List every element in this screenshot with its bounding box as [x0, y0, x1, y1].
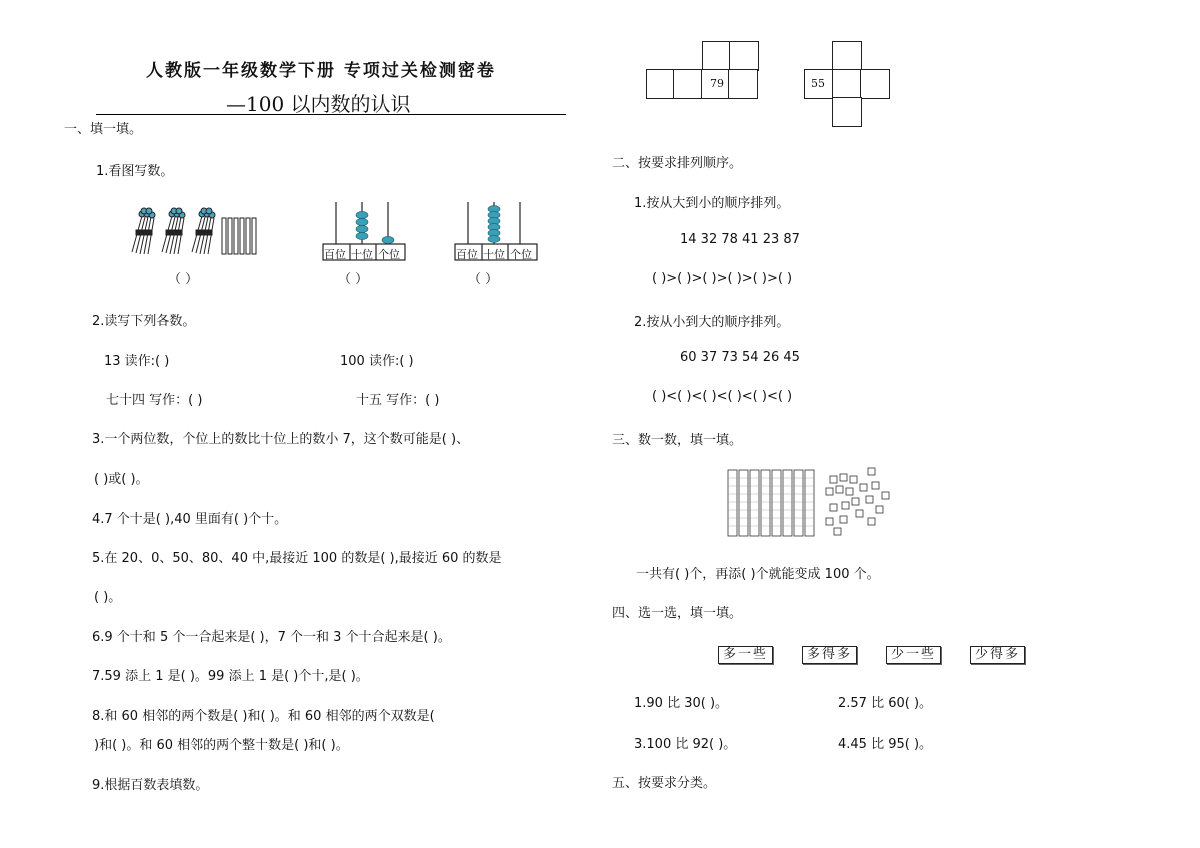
q9-label: 9.根据百数表填数。 — [92, 778, 209, 793]
s4-q3: 3.100 比 92( )。 — [634, 737, 737, 752]
abacus2-label-hundreds: 百位 — [456, 248, 478, 261]
grid-number-79: 79 — [710, 77, 724, 90]
counting-blocks-illustration — [726, 466, 906, 538]
abacus1-label-hundreds: 百位 — [324, 248, 346, 261]
s2-q1-numbers: 14 32 78 41 23 87 — [680, 232, 800, 247]
abacus1-label-ones: 个位 — [378, 248, 400, 261]
q1-blank-abacus2[interactable]: （ ） — [468, 272, 499, 287]
s2-q1-blanks[interactable]: ( )>( )>( )>( )>( )>( ) — [652, 271, 793, 286]
q6-text: 6.9 个十和 5 个一合起来是( )，7 个一和 3 个十合起来是( )。 — [92, 630, 451, 645]
q8-line1: 8.和 60 相邻的两个数是( )和( )。和 60 相邻的两个双数是( — [92, 709, 435, 724]
section2-heading: 二、按要求排列顺序。 — [612, 156, 743, 171]
choice-more-some[interactable]: 多一些 — [718, 646, 773, 664]
s3-sentence: 一共有( )个，再添( )个就能变成 100 个。 — [636, 567, 880, 582]
q2-line1a: 13 读作:( ) — [104, 354, 170, 369]
document-title: 人教版一年级数学下册 专项过关检测密卷 — [146, 61, 496, 81]
stick-bundles-illustration — [128, 208, 263, 258]
section5-heading: 五、按要求分类。 — [612, 776, 717, 791]
s4-q2: 2.57 比 60( )。 — [838, 696, 933, 711]
s2-q2-label: 2.按从小到大的顺序排列。 — [634, 315, 790, 330]
q2-line2b: 十五 写作：( ) — [356, 393, 440, 408]
section1-heading: 一、填一填。 — [64, 122, 143, 137]
abacus2-label-tens: 十位 — [483, 248, 505, 261]
choice-much-more[interactable]: 多得多 — [802, 646, 857, 664]
grid-number-55: 55 — [811, 77, 825, 90]
q2-label: 2.读写下列各数。 — [92, 314, 196, 329]
title-underline — [96, 114, 566, 115]
choice-less-some[interactable]: 少一些 — [886, 646, 941, 664]
section4-heading: 四、选一选，填一填。 — [612, 606, 743, 621]
s4-q1: 1.90 比 30( )。 — [634, 696, 729, 711]
q2-line2a: 七十四 写作：( ) — [106, 393, 203, 408]
section3-heading: 三、数一数，填一填。 — [612, 433, 743, 448]
q2-line1b: 100 读作:( ) — [340, 354, 414, 369]
s2-q1-label: 1.按从大到小的顺序排列。 — [634, 196, 790, 211]
q3-line1: 3.一个两位数，个位上的数比十位上的数小 7，这个数可能是( )、 — [92, 432, 470, 447]
q1-blank-sticks[interactable]: （ ） — [168, 272, 199, 287]
q5-line1: 5.在 20、0、50、80、40 中,最接近 100 的数是( ),最接近 60 的数是 — [92, 551, 502, 566]
abacus1-label-tens: 十位 — [351, 248, 373, 261]
q1-label: 1.看图写数。 — [96, 164, 174, 179]
s2-q2-blanks[interactable]: ( )<( )<( )<( )<( )<( ) — [652, 389, 793, 404]
q5-line2: ( )。 — [94, 590, 122, 605]
document-subtitle: —100 以内数的认识 — [226, 92, 411, 116]
q7-text: 7.59 添上 1 是( )。99 添上 1 是( )个十,是( )。 — [92, 669, 369, 684]
choice-much-less[interactable]: 少得多 — [970, 646, 1025, 664]
q1-blank-abacus1[interactable]: （ ） — [338, 272, 369, 287]
s4-q4: 4.45 比 95( )。 — [838, 737, 933, 752]
q4-text: 4.7 个十是( ),40 里面有( )个十。 — [92, 512, 288, 527]
q3-line2: ( )或( )。 — [94, 472, 149, 487]
q8-line2: )和( )。和 60 相邻的两个整十数是( )和( )。 — [94, 738, 349, 753]
s2-q2-numbers: 60 37 73 54 26 45 — [680, 350, 800, 365]
abacus2-label-ones: 个位 — [510, 248, 532, 261]
